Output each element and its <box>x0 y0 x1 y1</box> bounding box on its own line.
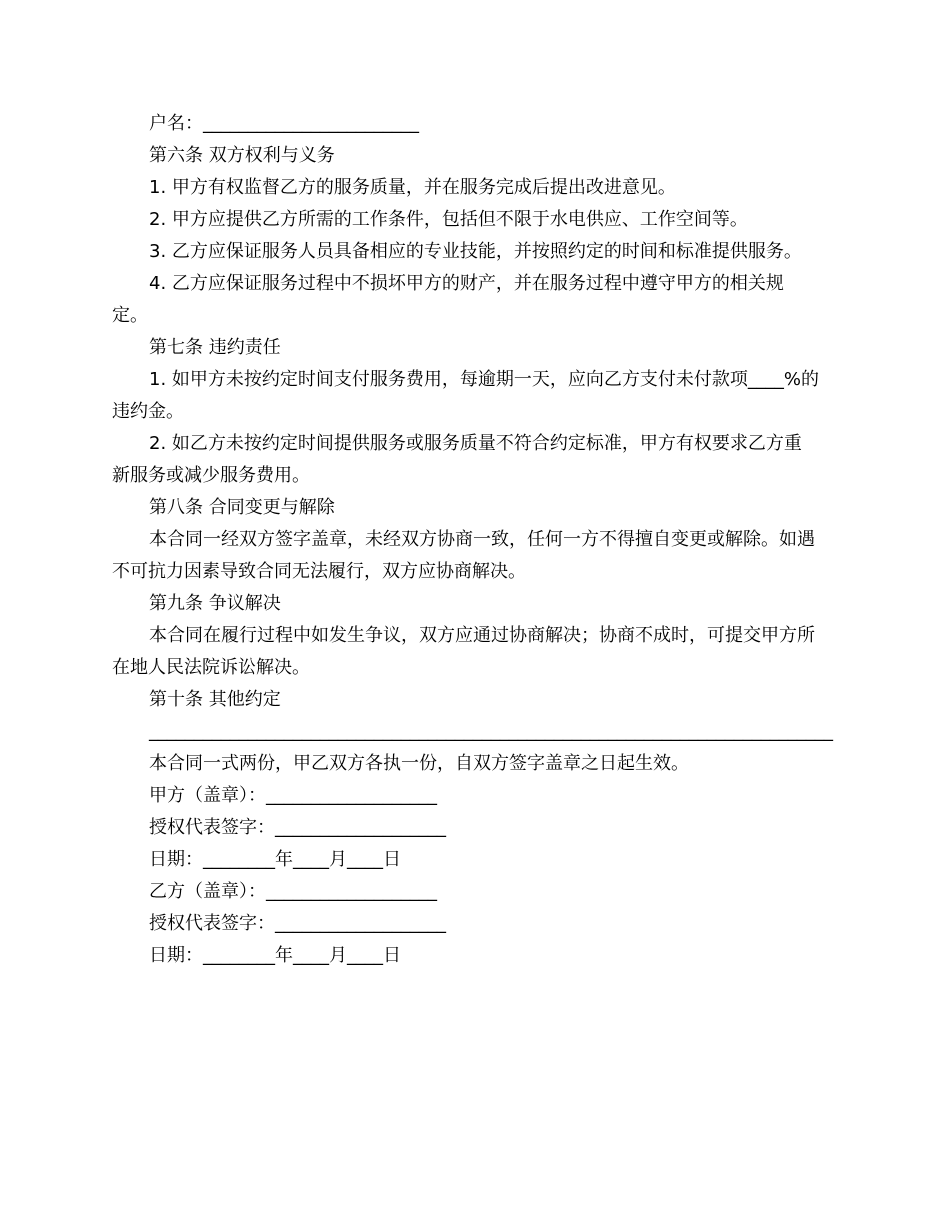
article-7-heading: 第七条 违约责任 <box>149 337 281 358</box>
article-9-text: 本合同在履行过程中如发生争议，双方应通过协商解决；协商不成时，可提交甲方所 <box>149 625 815 646</box>
article-8-text-cont: 不可抗力因素导致合同无法履行，双方应协商解决。 <box>112 561 526 582</box>
effectiveness-clause: 本合同一式两份，甲乙双方各执一份，自双方签字盖章之日起生效。 <box>149 753 689 774</box>
article-7-item-1: 1. 如甲方未按约定时间支付服务费用，每逾期一天，应向乙方支付未付款项____%的 <box>149 369 819 390</box>
party-b-seal-line: 乙方（盖章）：___________________ <box>149 881 437 902</box>
party-a-seal-line: 甲方（盖章）：___________________ <box>149 785 437 806</box>
party-b-signature-line: 授权代表签字：___________________ <box>149 913 446 934</box>
party-b-date-line: 日期：________年____月____日 <box>149 945 401 966</box>
article-6-heading: 第六条 双方权利与义务 <box>149 145 335 166</box>
article-7-item-2: 2. 如乙方未按约定时间提供服务或服务质量不符合约定标准，甲方有权要求乙方重 <box>149 433 802 454</box>
article-8-text: 本合同一经双方签字盖章，未经双方协商一致，任何一方不得擅自变更或解除。如遇 <box>149 529 815 550</box>
party-a-date-line: 日期：________年____月____日 <box>149 849 401 870</box>
article-10-heading: 第十条 其他约定 <box>149 689 281 710</box>
article-9-heading: 第九条 争议解决 <box>149 593 281 614</box>
article-10-blank-line: ____________________________________________________________________________ <box>149 721 833 742</box>
account-name-line: 户名：________________________ <box>149 113 419 134</box>
article-7-item-2-cont: 新服务或减少服务费用。 <box>112 465 310 486</box>
article-7-item-1-cont: 违约金。 <box>112 401 184 422</box>
article-9-text-cont: 在地人民法院诉讼解决。 <box>112 657 310 678</box>
article-6-item-3: 3. 乙方应保证服务人员具备相应的专业技能，并按照约定的时间和标准提供服务。 <box>149 241 802 262</box>
article-8-heading: 第八条 合同变更与解除 <box>149 497 335 518</box>
article-6-item-4: 4. 乙方应保证服务过程中不损坏甲方的财产，并在服务过程中遵守甲方的相关规 <box>149 273 784 294</box>
party-a-signature-line: 授权代表签字：___________________ <box>149 817 446 838</box>
article-6-item-4-cont: 定。 <box>112 305 148 326</box>
article-6-item-1: 1. 甲方有权监督乙方的服务质量，并在服务完成后提出改进意见。 <box>149 177 676 198</box>
article-6-item-2: 2. 甲方应提供乙方所需的工作条件，包括但不限于水电供应、工作空间等。 <box>149 209 748 230</box>
